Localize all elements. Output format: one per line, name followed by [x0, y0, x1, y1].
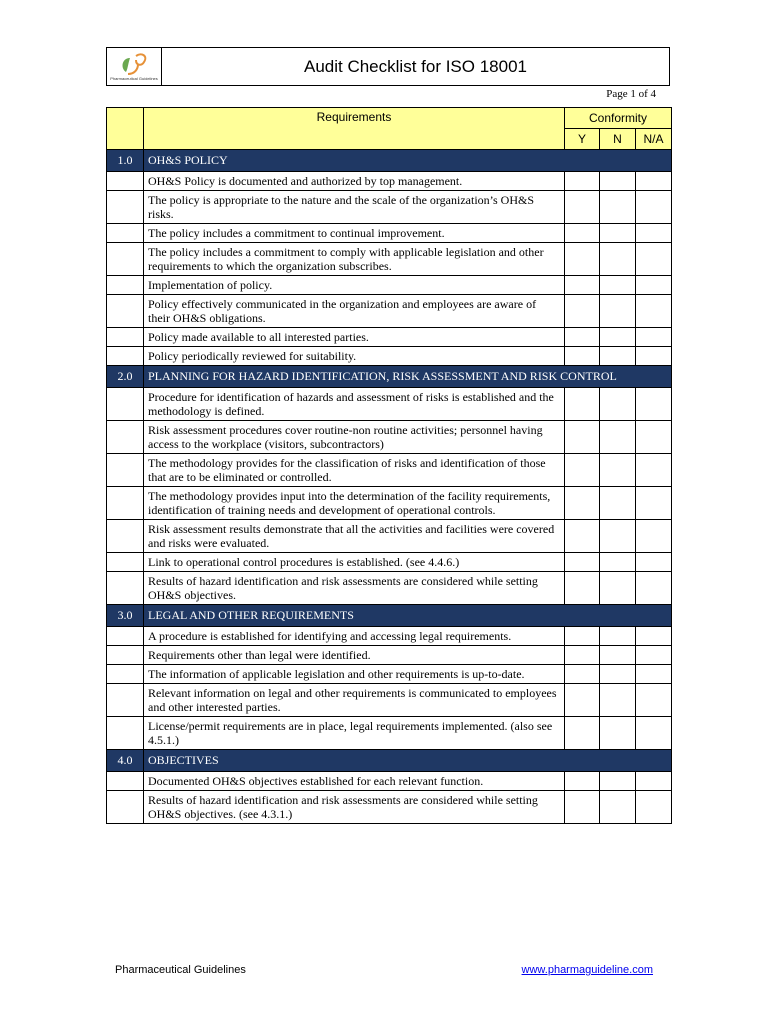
section-row	[107, 605, 672, 627]
table-row	[107, 665, 672, 684]
row-number-cell	[107, 388, 144, 421]
no-checkbox-cell[interactable]	[600, 421, 636, 454]
row-number-cell	[107, 791, 144, 824]
na-checkbox-cell[interactable]	[636, 717, 672, 750]
yes-checkbox-cell[interactable]	[565, 791, 600, 824]
section-row	[107, 366, 672, 388]
no-checkbox-cell[interactable]	[600, 717, 636, 750]
requirement-text: Implementation of policy.	[144, 276, 565, 295]
section-row	[107, 750, 672, 772]
yes-checkbox-cell[interactable]	[565, 665, 600, 684]
svg-text:Pharmaceutical Guidelines: Pharmaceutical Guidelines	[110, 75, 158, 81]
section-title: OBJECTIVES	[144, 750, 672, 772]
na-checkbox-cell[interactable]	[636, 553, 672, 572]
na-checkbox-cell[interactable]	[636, 454, 672, 487]
na-checkbox-cell[interactable]	[636, 328, 672, 347]
no-checkbox-cell[interactable]	[600, 646, 636, 665]
table-row	[107, 627, 672, 646]
no-checkbox-cell[interactable]	[600, 487, 636, 520]
number-column-header	[107, 108, 144, 150]
yes-checkbox-cell[interactable]	[565, 520, 600, 553]
requirement-text: Policy effectively communicated in the organization and employees are aware of their OH&S obligations.	[144, 295, 565, 328]
requirement-text: Policy periodically reviewed for suitability.	[144, 347, 565, 366]
requirement-text: The policy is appropriate to the nature and the scale of the organization’s OH&S risks.	[144, 191, 565, 224]
na-checkbox-cell[interactable]	[636, 791, 672, 824]
na-checkbox-cell[interactable]	[636, 421, 672, 454]
section-number: 1.0	[107, 150, 144, 172]
requirement-text: Results of hazard identification and risk assessments are considered while setting OH&S objectives. (see 4.3.1.)	[144, 791, 565, 824]
table-row	[107, 224, 672, 243]
no-checkbox-cell[interactable]	[600, 684, 636, 717]
table-row	[107, 791, 672, 824]
section-number: 4.0	[107, 750, 144, 772]
table-row	[107, 717, 672, 750]
row-number-cell	[107, 520, 144, 553]
row-number-cell	[107, 347, 144, 366]
yes-checkbox-cell[interactable]	[565, 684, 600, 717]
row-number-cell	[107, 665, 144, 684]
footer-company: Pharmaceutical Guidelines	[115, 964, 246, 976]
na-checkbox-cell[interactable]	[636, 487, 672, 520]
na-checkbox-cell[interactable]	[636, 191, 672, 224]
requirement-text: The policy includes a commitment to comply with applicable legislation and other requirements to which the organization subscribes.	[144, 243, 565, 276]
checklist-body	[107, 150, 672, 824]
na-checkbox-cell[interactable]	[636, 224, 672, 243]
row-number-cell	[107, 421, 144, 454]
document-title: Audit Checklist for ISO 18001	[303, 56, 527, 76]
conformity-header: Conformity	[565, 108, 672, 129]
no-checkbox-cell[interactable]	[600, 665, 636, 684]
requirement-text: Risk assessment procedures cover routine-non routine activities; personnel having access to the workplace (visitors, subcontractors)	[144, 421, 565, 454]
na-checkbox-cell[interactable]	[636, 172, 672, 191]
yes-checkbox-cell[interactable]	[565, 487, 600, 520]
table-row	[107, 172, 672, 191]
yes-checkbox-cell[interactable]	[565, 347, 600, 366]
yes-checkbox-cell[interactable]	[565, 454, 600, 487]
yes-checkbox-cell[interactable]	[565, 172, 600, 191]
leaf-logo-icon	[110, 50, 158, 84]
requirement-text: OH&S Policy is documented and authorized by top management.	[144, 172, 565, 191]
row-number-cell	[107, 295, 144, 328]
requirement-text: The methodology provides input into the determination of the facility requirements, identification of training needs and development of operational controls.	[144, 487, 565, 520]
no-checkbox-cell[interactable]	[600, 791, 636, 824]
na-checkbox-cell[interactable]	[636, 388, 672, 421]
row-number-cell	[107, 224, 144, 243]
requirement-text: A procedure is established for identifying and accessing legal requirements.	[144, 627, 565, 646]
requirement-text: Risk assessment results demonstrate that all the activities and facilities were covered and risks were evaluated.	[144, 520, 565, 553]
table-row	[107, 347, 672, 366]
na-checkbox-cell[interactable]	[636, 772, 672, 791]
row-number-cell	[107, 243, 144, 276]
row-number-cell	[107, 191, 144, 224]
yes-checkbox-cell[interactable]	[565, 646, 600, 665]
yes-checkbox-cell[interactable]	[565, 191, 600, 224]
na-checkbox-cell[interactable]	[636, 684, 672, 717]
no-checkbox-cell[interactable]	[600, 772, 636, 791]
table-row	[107, 388, 672, 421]
yes-checkbox-cell[interactable]	[565, 572, 600, 605]
na-checkbox-cell[interactable]	[636, 665, 672, 684]
yes-checkbox-cell[interactable]	[565, 295, 600, 328]
table-row	[107, 454, 672, 487]
no-checkbox-cell[interactable]	[600, 454, 636, 487]
requirement-text: Policy made available to all interested parties.	[144, 328, 565, 347]
no-column-header: N	[600, 129, 636, 150]
na-column-header: N/A	[636, 129, 672, 150]
requirement-text: Relevant information on legal and other requirements is communicated to employees and other interested parties.	[144, 684, 565, 717]
section-number: 3.0	[107, 605, 144, 627]
section-title: OH&S POLICY	[144, 150, 672, 172]
no-checkbox-cell[interactable]	[600, 553, 636, 572]
requirements-header: Requirements	[144, 108, 565, 150]
audit-checklist-table	[106, 107, 672, 824]
table-row	[107, 646, 672, 665]
yes-column-header: Y	[565, 129, 600, 150]
yes-checkbox-cell[interactable]	[565, 388, 600, 421]
na-checkbox-cell[interactable]	[636, 347, 672, 366]
table-row	[107, 572, 672, 605]
section-row	[107, 150, 672, 172]
requirement-text: Link to operational control procedures is established. (see 4.4.6.)	[144, 553, 565, 572]
footer-website-link[interactable]: www.pharmaguideline.com	[521, 964, 653, 976]
no-checkbox-cell[interactable]	[600, 572, 636, 605]
table-row	[107, 243, 672, 276]
table-row	[107, 276, 672, 295]
no-checkbox-cell[interactable]	[600, 224, 636, 243]
requirement-text: Requirements other than legal were identified.	[144, 646, 565, 665]
requirement-text: The information of applicable legislation and other requirements is up-to-date.	[144, 665, 565, 684]
row-number-cell	[107, 276, 144, 295]
table-row	[107, 487, 672, 520]
no-checkbox-cell[interactable]	[600, 191, 636, 224]
no-checkbox-cell[interactable]	[600, 172, 636, 191]
table-row	[107, 328, 672, 347]
table-row	[107, 772, 672, 791]
requirement-text: Documented OH&S objectives established for each relevant function.	[144, 772, 565, 791]
table-row	[107, 191, 672, 224]
requirement-text: The policy includes a commitment to continual improvement.	[144, 224, 565, 243]
no-checkbox-cell[interactable]	[600, 243, 636, 276]
table-row	[107, 295, 672, 328]
no-checkbox-cell[interactable]	[600, 347, 636, 366]
yes-checkbox-cell[interactable]	[565, 276, 600, 295]
row-number-cell	[107, 772, 144, 791]
logo	[107, 48, 162, 85]
requirement-text: License/permit requirements are in place, legal requirements implemented. (also see 4.5.1.)	[144, 717, 565, 750]
row-number-cell	[107, 572, 144, 605]
document-header	[106, 47, 670, 86]
row-number-cell	[107, 717, 144, 750]
row-number-cell	[107, 454, 144, 487]
row-number-cell	[107, 487, 144, 520]
section-title: PLANNING FOR HAZARD IDENTIFICATION, RISK ASSESSMENT AND RISK CONTROL	[144, 366, 672, 388]
no-checkbox-cell[interactable]	[600, 520, 636, 553]
table-row	[107, 421, 672, 454]
yes-checkbox-cell[interactable]	[565, 717, 600, 750]
na-checkbox-cell[interactable]	[636, 295, 672, 328]
yes-checkbox-cell[interactable]	[565, 772, 600, 791]
no-checkbox-cell[interactable]	[600, 388, 636, 421]
yes-checkbox-cell[interactable]	[565, 224, 600, 243]
yes-checkbox-cell[interactable]	[565, 243, 600, 276]
na-checkbox-cell[interactable]	[636, 627, 672, 646]
row-number-cell	[107, 553, 144, 572]
no-checkbox-cell[interactable]	[600, 276, 636, 295]
yes-checkbox-cell[interactable]	[565, 421, 600, 454]
no-checkbox-cell[interactable]	[600, 627, 636, 646]
yes-checkbox-cell[interactable]	[565, 627, 600, 646]
na-checkbox-cell[interactable]	[636, 276, 672, 295]
requirement-text: Procedure for identification of hazards and assessment of risks is established and the methodology is defined.	[144, 388, 565, 421]
row-number-cell	[107, 646, 144, 665]
yes-checkbox-cell[interactable]	[565, 328, 600, 347]
na-checkbox-cell[interactable]	[636, 243, 672, 276]
section-title: LEGAL AND OTHER REQUIREMENTS	[144, 605, 672, 627]
table-row	[107, 520, 672, 553]
section-number: 2.0	[107, 366, 144, 388]
na-checkbox-cell[interactable]	[636, 646, 672, 665]
requirement-text: Results of hazard identification and risk assessments are considered while setting OH&S objectives.	[144, 572, 565, 605]
yes-checkbox-cell[interactable]	[565, 553, 600, 572]
no-checkbox-cell[interactable]	[600, 328, 636, 347]
na-checkbox-cell[interactable]	[636, 572, 672, 605]
row-number-cell	[107, 328, 144, 347]
na-checkbox-cell[interactable]	[636, 520, 672, 553]
page-number: Page 1 of 4	[606, 88, 656, 100]
table-row	[107, 553, 672, 572]
row-number-cell	[107, 684, 144, 717]
requirement-text: The methodology provides for the classification of risks and identification of those that are to be eliminated or controlled.	[144, 454, 565, 487]
row-number-cell	[107, 172, 144, 191]
row-number-cell	[107, 627, 144, 646]
table-row	[107, 684, 672, 717]
no-checkbox-cell[interactable]	[600, 295, 636, 328]
